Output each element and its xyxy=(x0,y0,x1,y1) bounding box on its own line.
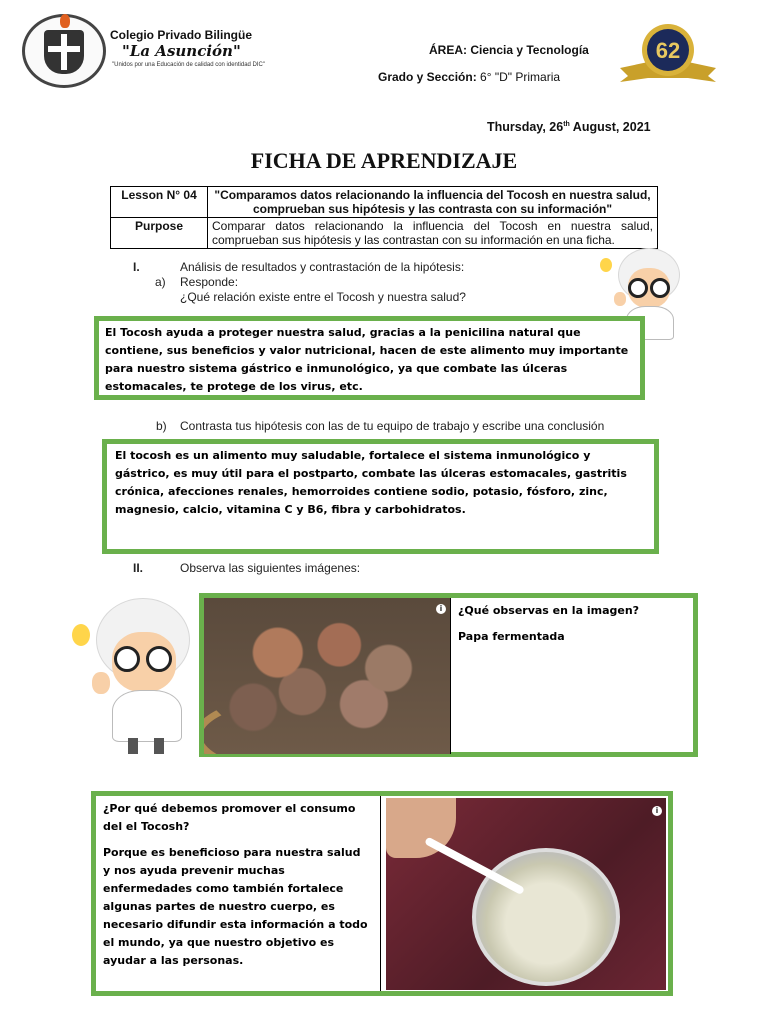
cup xyxy=(472,848,620,986)
page-title: FICHA DE APRENDIZAJE xyxy=(250,148,518,173)
section1-numeral: I. xyxy=(133,260,140,274)
school-motto-name: "La Asunción" xyxy=(122,42,241,60)
tocosh-potatoes-photo xyxy=(204,598,450,754)
question-2: ¿Por qué debemos promover el consumo del el Tocosh? xyxy=(103,802,356,833)
date-prefix: Thursday, 26 xyxy=(487,120,564,134)
item-a-label: Responde: xyxy=(180,275,239,289)
answer-2: Porque es beneficioso para nuestra salud y nos ayuda prevenir muchas enfermedades como también fortalece algunas partes de nuestro cuerpo, es necesario difundir esta información a todo el mundo, ya que nuestro objetivo es ayudar a las personas. xyxy=(103,846,368,967)
table-row xyxy=(111,187,658,218)
date xyxy=(487,120,651,134)
item-b-letter: b) xyxy=(156,419,167,433)
grade-label: Grado y Sección: xyxy=(378,70,477,84)
flame-icon xyxy=(60,14,70,28)
professor-illustration xyxy=(66,598,192,758)
question-1: ¿Qué observas en la imagen? xyxy=(458,604,640,617)
area-value: Ciencia y Tecnología xyxy=(470,43,589,57)
date-suffix-sup: th xyxy=(563,120,570,128)
table-row xyxy=(111,218,658,249)
divider xyxy=(380,796,381,991)
purpose-value: Comparar datos relacionando la influencia del Tocosh en nuestra salud, comprueban sus hipótesis y las contrastan con su información en una ficha. xyxy=(208,218,658,249)
item-a-letter: a) xyxy=(155,275,166,289)
answer-a-text: El Tocosh ayuda a proteger nuestra salud, gracias a la penicilina natural que contiene, sus beneficios y valor nutricional, hacen de este alimento muy importante para nuestro sistema gástrico e inmunológico, ya que combate las úlceras estomacales, te protege de los virus, etc. xyxy=(105,326,629,393)
area-label: ÁREA: xyxy=(429,43,467,57)
answer-1: Papa fermentada xyxy=(458,630,565,643)
item-a-question: ¿Qué relación existe entre el Tocosh y nuestra salud? xyxy=(180,290,466,304)
area-line xyxy=(429,43,589,57)
lesson-value: "Comparamos datos relacionando la influencia del Tocosh en nuestra salud, comprueban sus hipótesis y las contrasta con su información" xyxy=(208,187,658,218)
answer-box-b xyxy=(102,439,659,554)
section1-heading: Análisis de resultados y contrastación de la hipótesis: xyxy=(180,260,465,274)
lightbulb-icon xyxy=(600,258,612,272)
basket xyxy=(204,688,450,754)
tocosh-mazamorra-photo xyxy=(386,798,666,990)
info-icon: i xyxy=(436,604,446,614)
medal-number: 62 xyxy=(655,38,681,63)
grade-value: 6° "D" Primaria xyxy=(480,70,561,84)
info-icon: i xyxy=(652,806,662,816)
anniversary-medal xyxy=(618,22,718,84)
lightbulb-icon xyxy=(72,624,90,646)
cross-icon xyxy=(44,30,84,74)
grade-line xyxy=(378,70,560,84)
school-slogan: "Unidos por una Educación de calidad con identidad DIC" xyxy=(112,62,266,68)
section2-heading: Observa las siguientes imágenes: xyxy=(180,561,361,575)
purpose-label: Purpose xyxy=(111,218,208,249)
item-b-label: Contrasta tus hipótesis con las de tu equipo de trabajo y escribe una conclusión xyxy=(180,419,605,433)
answer-b-text: El tocosh es un alimento muy saludable, fortalece el sistema inmunológico y gástrico, es muy útil para el postparto, combate las úlceras estomacales, gastritis crónica, afecciones renales, hemorroides contiene sodio, potasio, fósforo, zinc, magnesio, calcio, vitamina C y B6, fibra y carbohidratos. xyxy=(115,449,627,516)
lesson-table xyxy=(110,186,658,249)
school-name: Colegio Privado Bilingüe xyxy=(110,28,253,42)
divider xyxy=(450,598,451,754)
answer-box-a xyxy=(94,316,645,400)
section2-numeral: II. xyxy=(133,561,144,575)
date-suffix: August, 2021 xyxy=(569,120,651,134)
lesson-label: Lesson N° 04 xyxy=(111,187,208,218)
